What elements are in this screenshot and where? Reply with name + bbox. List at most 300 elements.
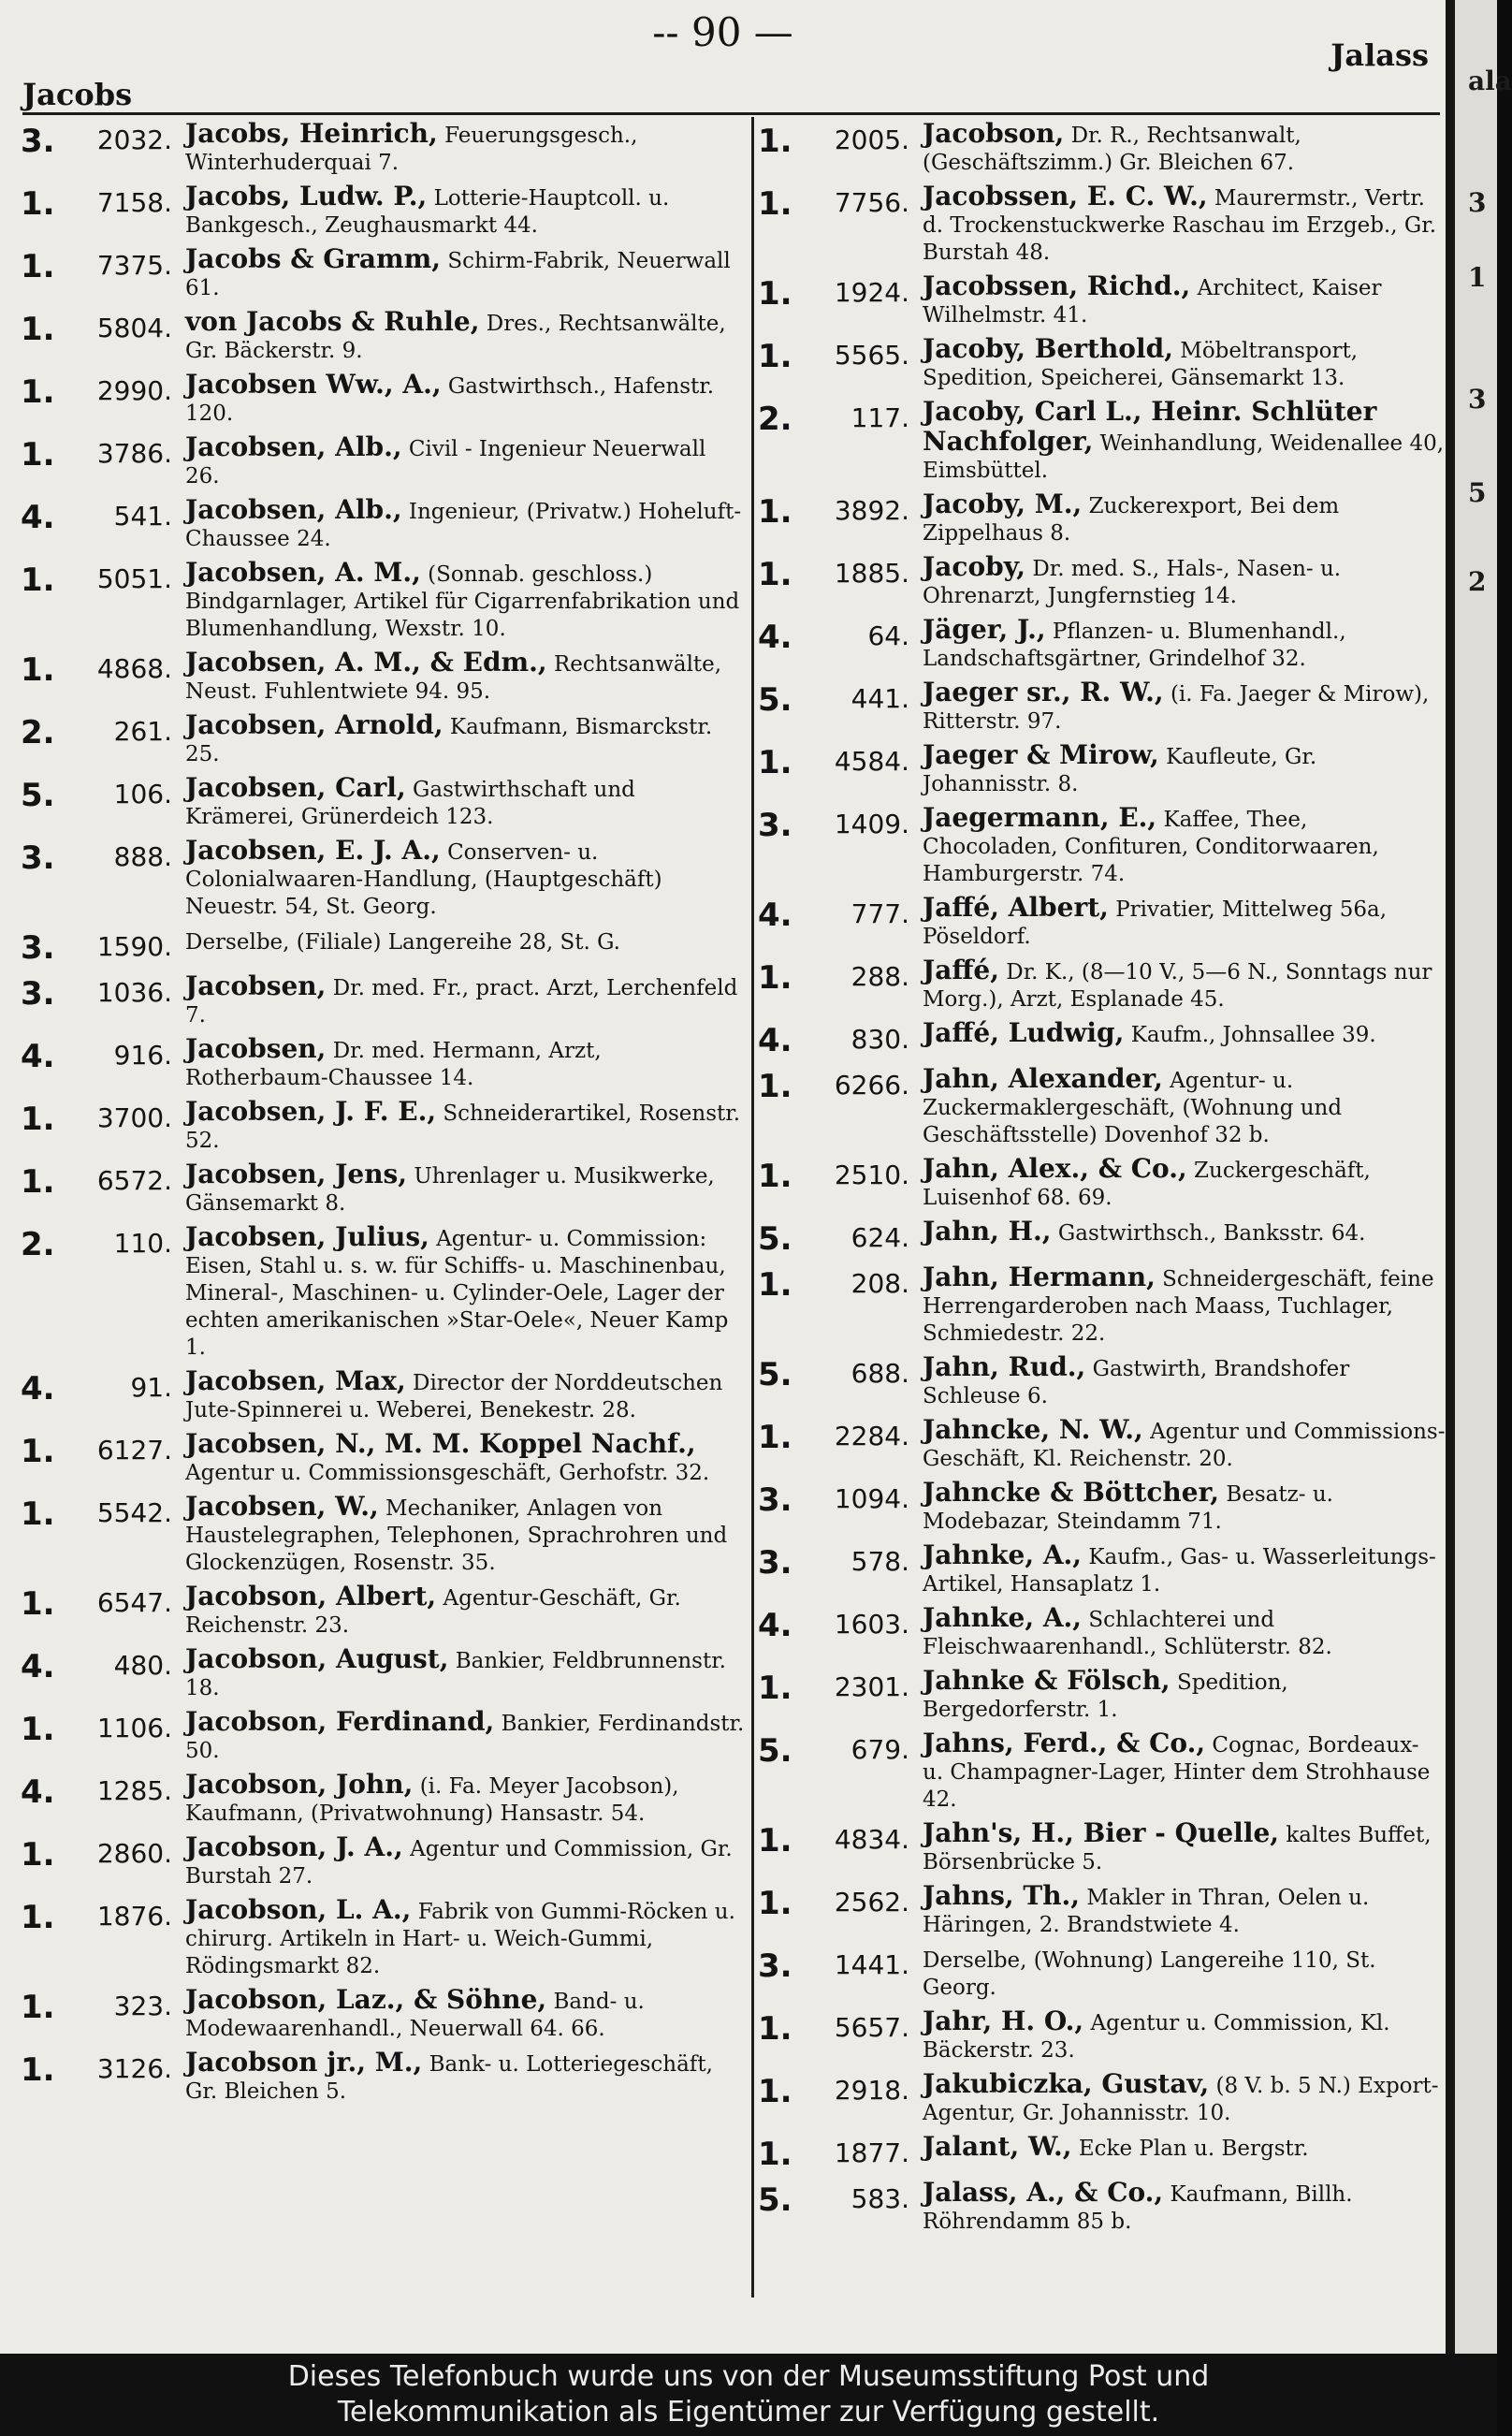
entry-number: 1409. bbox=[834, 809, 909, 839]
directory-entry bbox=[758, 1019, 1446, 1059]
entry-name: Jaffé, Ludwig, bbox=[923, 1017, 1125, 1048]
directory-entry bbox=[758, 1416, 1446, 1473]
entry-description: Agentur- u. Commission: Eisen, Stahl u. s. w. für Schiffs- u. Maschinenbau, Mineral-, Maschinen- u. Cylinder-Oele, Lager der echten amerikanischen »Star-Oele«, Neuer Kamp 1. bbox=[185, 1227, 729, 1360]
entry-description: Band- u. Modewaarenhandl., Neuerwall 64. 66. bbox=[185, 1990, 645, 2041]
entry-description: Kaufleute, Gr. Johannisstr. 8. bbox=[923, 745, 1317, 796]
entry-description: Dr. R., Rechtsanwalt, (Geschäftszimm.) Gr. Bleichen 67. bbox=[923, 124, 1301, 175]
entry-number: 2284. bbox=[834, 1421, 909, 1451]
entry-description: Derselbe, (Filiale) Langereihe 28, St. G. bbox=[185, 930, 620, 955]
entry-body bbox=[185, 1160, 746, 1218]
entry-body bbox=[923, 1353, 1446, 1410]
entry-exchange: 5. bbox=[758, 1220, 792, 1258]
entry-name: Jahn, H., bbox=[923, 1216, 1052, 1247]
entry-name: Jacobsen, bbox=[185, 1033, 327, 1064]
entry-body bbox=[923, 120, 1446, 177]
entry-number: 688. bbox=[850, 1358, 909, 1389]
entry-description: Pflanzen- u. Blumenhandl., Landschaftsgärtner, Grindelhof 32. bbox=[923, 620, 1346, 671]
entry-number: 5804. bbox=[96, 313, 172, 343]
entry-description: Dres., Rechtsanwälte, Gr. Bäckerstr. 9. bbox=[185, 312, 726, 363]
entry-description: Gastwirthsch., Hafenstr. 120. bbox=[185, 374, 715, 426]
entry-name: Jahr, H. O., bbox=[923, 2006, 1084, 2036]
directory-entry bbox=[758, 741, 1446, 798]
entry-exchange: 1. bbox=[758, 1822, 792, 1860]
entry-description: Schneidergeschäft, feine Herrengarderoben nach Maass, Tuchlager, Schmiedestr. 22. bbox=[923, 1267, 1434, 1346]
entry-exchange: 5. bbox=[758, 681, 792, 719]
entry-description: (Sonnab. geschloss.) Bindgarnlager, Artikel für Cigarrenfabrikation und Blumenhandlung, Wexstr. 10. bbox=[185, 562, 740, 641]
entry-number: 679. bbox=[850, 1734, 909, 1765]
entry-description: Gastwirthsch., Banksstr. 64. bbox=[1057, 1221, 1366, 1246]
entry-name: Jacobs, Heinrich, bbox=[185, 118, 438, 149]
entry-exchange: 1. bbox=[758, 1419, 792, 1456]
entry-exchange: 3. bbox=[758, 807, 792, 844]
entry-body bbox=[923, 1019, 1446, 1059]
entry-number: 4834. bbox=[834, 1824, 909, 1855]
entry-body bbox=[185, 433, 746, 490]
entry-exchange: 1. bbox=[758, 1266, 792, 1304]
entry-body bbox=[185, 649, 746, 706]
entry-exchange: 1. bbox=[758, 275, 792, 313]
entry-number: 3892. bbox=[834, 495, 909, 526]
directory-entry bbox=[758, 1819, 1446, 1876]
entry-description: Kaufmann, Bismarckstr. 25. bbox=[185, 715, 713, 766]
directory-entry bbox=[758, 182, 1446, 267]
directory-entry bbox=[758, 1541, 1446, 1598]
entry-exchange: 5. bbox=[758, 2181, 792, 2219]
entry-description: Agentur und Commissions-Geschäft, Kl. Reichenstr. 20. bbox=[923, 1420, 1446, 1471]
directory-entry bbox=[21, 774, 746, 831]
entry-body bbox=[185, 711, 746, 768]
entry-name: Jahnke, A., bbox=[923, 1602, 1083, 1633]
entry-name: Jalant, W., bbox=[923, 2131, 1072, 2162]
entry-body bbox=[923, 2133, 1446, 2173]
entry-number: 916. bbox=[113, 1040, 172, 1071]
entry-body bbox=[923, 741, 1446, 798]
entry-name: Jacobsen, Alb., bbox=[185, 431, 402, 462]
directory-entry bbox=[21, 1493, 746, 1577]
entry-number: 110. bbox=[113, 1228, 172, 1259]
entry-exchange: 4. bbox=[21, 1038, 55, 1075]
entry-description: Agentur-Geschäft, Gr. Reichenstr. 23. bbox=[185, 1586, 681, 1638]
entry-exchange: 4. bbox=[758, 619, 792, 656]
entry-body bbox=[185, 182, 746, 240]
directory-entry bbox=[758, 1667, 1446, 1724]
entry-name: Jahn, Alex., & Co., bbox=[923, 1153, 1187, 1184]
entry-description: Kaffee, Thee, Chocoladen, Confituren, Conditorwaaren, Hamburgerstr. 74. bbox=[923, 808, 1379, 886]
entry-body bbox=[923, 2070, 1446, 2127]
directory-entry bbox=[21, 1098, 746, 1155]
entry-name: Jalass, A., & Co., bbox=[923, 2177, 1164, 2208]
edge-fragment: ala bbox=[1468, 66, 1512, 96]
entry-name: Jacobson, August, bbox=[185, 1643, 449, 1674]
entry-exchange: 1. bbox=[758, 493, 792, 531]
entry-name: Jacobs, Ludw. P., bbox=[185, 181, 428, 212]
directory-entry bbox=[758, 804, 1446, 888]
directory-entry bbox=[21, 1367, 746, 1424]
edge-fragment: 3 bbox=[1468, 384, 1487, 415]
entry-number: 6572. bbox=[96, 1165, 172, 1196]
entry-name: Jacobs & Gramm, bbox=[185, 243, 442, 274]
entry-number: 5542. bbox=[96, 1497, 172, 1528]
entry-description: Dr. med. Hermann, Arzt, Rotherbaum-Chaussee 14. bbox=[185, 1039, 602, 1090]
running-head-left: Jacobs bbox=[22, 77, 133, 112]
entry-number: 583. bbox=[850, 2183, 909, 2214]
entry-name: von Jacobs & Ruhle, bbox=[185, 306, 480, 337]
column-divider bbox=[751, 117, 754, 2297]
entry-name: Jacobsen, Carl, bbox=[185, 772, 406, 803]
entry-body bbox=[185, 1583, 746, 1640]
directory-entry bbox=[758, 2133, 1446, 2173]
directory-entry bbox=[758, 1604, 1446, 1661]
entry-description: kaltes Buffet, Börsenbrücke 5. bbox=[923, 1823, 1432, 1874]
entry-number: 6127. bbox=[96, 1435, 172, 1466]
entry-body bbox=[923, 1065, 1446, 1149]
entry-number: 1877. bbox=[834, 2137, 909, 2168]
entry-name: Jacobsen, Arnold, bbox=[185, 709, 443, 740]
directory-entry bbox=[758, 1479, 1446, 1536]
entry-name: Jacoby, M., bbox=[923, 489, 1083, 519]
directory-entry bbox=[758, 272, 1446, 329]
entry-number: 5051. bbox=[96, 563, 172, 594]
entry-exchange: 1. bbox=[21, 373, 55, 411]
entry-exchange: 3. bbox=[21, 975, 55, 1013]
footer-line-1: Dieses Telefonbuch wurde uns von der Museumsstiftung Post und bbox=[287, 2360, 1210, 2393]
entry-number: 5657. bbox=[834, 2012, 909, 2043]
entry-number: 2301. bbox=[834, 1671, 909, 1702]
entry-body bbox=[185, 1223, 746, 1362]
entry-exchange: 2. bbox=[21, 1226, 55, 1263]
entry-body bbox=[185, 1098, 746, 1155]
entry-name: Jacobsen, bbox=[185, 970, 327, 1001]
directory-entry bbox=[21, 1035, 746, 1092]
entry-body bbox=[185, 926, 746, 967]
entry-body bbox=[923, 804, 1446, 888]
entry-description: Fabrik von Gummi-Röcken u. chirurg. Artikeln in Hart- u. Weich-Gummi, Rödingsmarkt 82. bbox=[185, 1900, 735, 1978]
entry-exchange: 5. bbox=[758, 1356, 792, 1393]
entry-exchange: 1. bbox=[758, 1670, 792, 1707]
entry-exchange: 1. bbox=[21, 651, 55, 689]
directory-entry bbox=[758, 1882, 1446, 1939]
entry-number: 2510. bbox=[834, 1160, 909, 1190]
entry-exchange: 1. bbox=[758, 338, 792, 375]
directory-entry bbox=[21, 1223, 746, 1362]
entry-description: Spedition, Bergedorferstr. 1. bbox=[923, 1670, 1288, 1722]
entry-body bbox=[185, 774, 746, 831]
entry-exchange: 1. bbox=[758, 185, 792, 223]
edge-fragment: 2 bbox=[1468, 566, 1487, 597]
entry-number: 1441. bbox=[834, 1949, 909, 1980]
entry-exchange: 1. bbox=[21, 311, 55, 348]
entry-description: Dr. K., (8—10 V., 5—6 N., Sonntags nur Morg.), Arzt, Esplanade 45. bbox=[923, 960, 1432, 1012]
entry-name: Jacobson, Laz., & Söhne, bbox=[185, 1984, 547, 2015]
directory-entry bbox=[21, 1645, 746, 1702]
entry-description: Mechaniker, Anlagen von Haustelegraphen, Telephonen, Sprachrohren und Glockenzügen, Rosenstr. 35. bbox=[185, 1496, 728, 1575]
entry-exchange: 4. bbox=[758, 1022, 792, 1059]
entry-description: Schlachterei und Fleischwaarenhandl., Schlüterstr. 82. bbox=[923, 1608, 1332, 1659]
directory-entry bbox=[758, 1729, 1446, 1814]
entry-exchange: 4. bbox=[758, 897, 792, 934]
entry-exchange: 4. bbox=[758, 1607, 792, 1644]
entry-name: Jacobsen, Jens, bbox=[185, 1159, 408, 1189]
entry-description: Kaufmann, Billh. Röhrendamm 85 b. bbox=[923, 2182, 1353, 2234]
entry-exchange: 1. bbox=[758, 123, 792, 160]
entry-description: Besatz- u. Modebazar, Steindamm 71. bbox=[923, 1482, 1333, 1534]
entry-body bbox=[923, 956, 1446, 1014]
entry-exchange: 2. bbox=[21, 714, 55, 751]
entry-exchange: 1. bbox=[758, 2010, 792, 2048]
entry-description: Agentur u. Commissionsgeschäft, Gerhofstr. 32. bbox=[185, 1461, 710, 1485]
directory-entry bbox=[21, 245, 746, 302]
entry-exchange: 3. bbox=[758, 1947, 792, 1985]
right-column bbox=[758, 120, 1446, 2241]
entry-description: Schirm-Fabrik, Neuerwall 61. bbox=[185, 249, 731, 300]
entry-body bbox=[923, 490, 1446, 547]
entry-name: Jacobsen, E. J. A., bbox=[185, 835, 441, 866]
entry-body bbox=[185, 1986, 746, 2043]
entry-number: 106. bbox=[113, 779, 172, 810]
entry-description: Schneiderartikel, Rosenstr. 52. bbox=[185, 1101, 741, 1153]
entry-exchange: 1. bbox=[21, 248, 55, 285]
entry-number: 2032. bbox=[96, 124, 172, 155]
entry-description: Zuckerexport, Bei dem Zippelhaus 8. bbox=[923, 494, 1340, 546]
entry-body bbox=[185, 308, 746, 365]
entry-body bbox=[185, 1896, 746, 1980]
entry-description: Möbeltransport, Spedition, Speicherei, Gänsemarkt 13. bbox=[923, 339, 1359, 390]
entry-description: Architect, Kaiser Wilhelmstr. 41. bbox=[923, 276, 1382, 328]
directory-entry bbox=[758, 678, 1446, 736]
footer-notice bbox=[0, 2354, 1497, 2436]
entry-body bbox=[185, 837, 746, 921]
entry-number: 7158. bbox=[96, 187, 172, 218]
entry-name: Jahn, Alexander, bbox=[923, 1063, 1163, 1094]
entry-name: Jacobsen, J. F. E., bbox=[185, 1096, 437, 1127]
entry-body bbox=[923, 678, 1446, 736]
entry-number: 1036. bbox=[96, 977, 172, 1008]
entry-exchange: 4. bbox=[21, 1370, 55, 1408]
entry-name: Jaeger & Mirow, bbox=[923, 739, 1159, 770]
entry-name: Jacobson, L. A., bbox=[185, 1894, 412, 1925]
entry-name: Jahnke & Fölsch, bbox=[923, 1665, 1170, 1696]
entry-body bbox=[923, 1416, 1446, 1473]
entry-description: Agentur u. Commission, Kl. Bäckerstr. 23. bbox=[923, 2011, 1390, 2063]
entry-body bbox=[185, 1430, 746, 1487]
entry-body bbox=[923, 1819, 1446, 1876]
entry-exchange: 1. bbox=[21, 185, 55, 223]
entry-name: Jacobssen, E. C. W., bbox=[923, 181, 1208, 212]
entry-exchange: 1. bbox=[21, 1836, 55, 1874]
entry-number: 578. bbox=[850, 1546, 909, 1577]
entry-name: Jahnke, A., bbox=[923, 1539, 1083, 1570]
entry-exchange: 3. bbox=[21, 123, 55, 160]
entry-name: Jacobson, bbox=[923, 118, 1065, 149]
entry-exchange: 1. bbox=[21, 436, 55, 474]
entry-body bbox=[923, 1479, 1446, 1536]
directory-entry bbox=[21, 1896, 746, 1980]
entry-exchange: 1. bbox=[21, 1433, 55, 1470]
directory-entry bbox=[21, 1833, 746, 1890]
entry-exchange: 5. bbox=[758, 1732, 792, 1770]
entry-description: Kaufm., Gas- u. Wasserleitungs-Artikel, Hansaplatz 1. bbox=[923, 1545, 1436, 1597]
entry-name: Jacobson, Ferdinand, bbox=[185, 1706, 495, 1737]
directory-entry bbox=[21, 1986, 746, 2043]
header-rule bbox=[22, 112, 1440, 115]
entry-description: Lotterie-Hauptcoll. u. Bankgesch., Zeughausmarkt 44. bbox=[185, 186, 670, 238]
entry-description: (i. Fa. Meyer Jacobson), Kaufmann, (Privatwohnung) Hansastr. 54. bbox=[185, 1774, 679, 1826]
directory-entry bbox=[758, 1353, 1446, 1410]
entry-body bbox=[923, 1541, 1446, 1598]
entry-description: Makler in Thran, Oelen u. Häringen, 2. Brandstwiete 4. bbox=[923, 1886, 1370, 1937]
directory-entry bbox=[21, 1771, 746, 1828]
entry-number: 4584. bbox=[834, 746, 909, 777]
entry-exchange: 1. bbox=[758, 556, 792, 593]
entry-number: 7375. bbox=[96, 250, 172, 281]
entry-exchange: 1. bbox=[758, 959, 792, 997]
directory-entry bbox=[758, 956, 1446, 1014]
entry-name: Jacobsen, W., bbox=[185, 1491, 379, 1522]
entry-exchange: 1. bbox=[21, 1585, 55, 1623]
entry-body bbox=[923, 2007, 1446, 2064]
entry-description: Zuckergeschäft, Luisenhof 68. 69. bbox=[923, 1159, 1371, 1210]
entry-exchange: 1. bbox=[21, 562, 55, 599]
entry-name: Jahns, Th., bbox=[923, 1880, 1081, 1911]
entry-body bbox=[185, 371, 746, 428]
directory-entry bbox=[758, 894, 1446, 951]
directory-entry bbox=[21, 1430, 746, 1487]
entry-body bbox=[923, 1729, 1446, 1814]
edge-fragment: 5 bbox=[1468, 477, 1487, 508]
entry-body bbox=[923, 272, 1446, 329]
entry-body bbox=[923, 1263, 1446, 1348]
entry-exchange: 2. bbox=[758, 401, 792, 438]
entry-description: (8 V. b. 5 N.) Export-Agentur, Gr. Johannisstr. 10. bbox=[923, 2074, 1439, 2125]
entry-body bbox=[923, 182, 1446, 267]
directory-entry bbox=[758, 335, 1446, 392]
entry-description: Bankier, Feldbrunnenstr. 18. bbox=[185, 1649, 726, 1700]
directory-entry bbox=[21, 2049, 746, 2106]
entry-exchange: 4. bbox=[21, 499, 55, 536]
directory-entry bbox=[21, 182, 746, 240]
adjacent-page-edge bbox=[1446, 0, 1512, 2354]
entry-name: Jahncke & Böttcher, bbox=[923, 1477, 1220, 1508]
entry-name: Jaegermann, E., bbox=[923, 802, 1157, 833]
entry-description: Director der Norddeutschen Jute-Spinnerei u. Weberei, Benekestr. 28. bbox=[185, 1371, 723, 1422]
entry-name: Jacoby, bbox=[923, 551, 1026, 582]
entry-description: Gastwirthschaft und Krämerei, Grünerdeich 123. bbox=[185, 778, 635, 829]
directory-entry bbox=[21, 1708, 746, 1765]
entry-description: Bank- u. Lotteriegeschäft, Gr. Bleichen 5. bbox=[185, 2052, 713, 2104]
entry-body bbox=[185, 496, 746, 553]
entry-exchange: 4. bbox=[21, 1648, 55, 1685]
entry-body bbox=[923, 398, 1446, 485]
entry-number: 541. bbox=[113, 501, 172, 532]
entry-name: Jacobson, John, bbox=[185, 1769, 414, 1800]
entry-number: 2860. bbox=[96, 1838, 172, 1869]
entry-description: Privatier, Mittelweg 56a, Pöseldorf. bbox=[923, 897, 1388, 949]
entry-number: 1590. bbox=[96, 931, 172, 962]
directory-entry bbox=[21, 433, 746, 490]
entry-body bbox=[923, 553, 1446, 610]
entry-body bbox=[185, 1708, 746, 1765]
directory-entry bbox=[21, 926, 746, 967]
entry-number: 2005. bbox=[834, 124, 909, 155]
directory-entry bbox=[21, 120, 746, 177]
entry-number: 323. bbox=[113, 1991, 172, 2021]
directory-entry bbox=[758, 1945, 1446, 2002]
entry-number: 2990. bbox=[96, 375, 172, 406]
entry-number: 1924. bbox=[834, 277, 909, 308]
entry-body bbox=[185, 1035, 746, 1092]
entry-description: Civil - Ingenieur Neuerwall 26. bbox=[185, 437, 706, 489]
entry-exchange: 1. bbox=[21, 1989, 55, 2026]
entry-exchange: 5. bbox=[21, 777, 55, 814]
entry-name: Jaffé, Albert, bbox=[923, 892, 1109, 923]
entry-description: Dr. med. S., Hals-, Nasen- u. Ohrenarzt, Jungfernstieg 14. bbox=[923, 557, 1342, 608]
entry-body bbox=[185, 1645, 746, 1702]
entry-description: Agentur- u. Zuckermaklergeschäft, (Wohnung und Geschäftsstelle) Dovenhof 32 b. bbox=[923, 1069, 1343, 1147]
directory-entry bbox=[758, 2070, 1446, 2127]
entry-body bbox=[185, 1367, 746, 1424]
entry-body bbox=[923, 1155, 1446, 1212]
entry-exchange: 1. bbox=[758, 1068, 792, 1105]
entry-description: Maurermstr., Vertr. d. Trockenstuckwerke Raschau im Erzgeb., Gr. Burstah 48. bbox=[923, 186, 1437, 265]
entry-name: Jäger, J., bbox=[923, 614, 1046, 645]
directory-entry bbox=[758, 398, 1446, 485]
entry-body bbox=[185, 2049, 746, 2106]
entry-name: Jahn's, H., Bier - Quelle, bbox=[923, 1817, 1280, 1848]
entry-name: Jacobson, Albert, bbox=[185, 1581, 437, 1612]
entry-exchange: 1. bbox=[758, 1885, 792, 1922]
entry-name: Jacoby, Berthold, bbox=[923, 333, 1173, 364]
entry-description: Bankier, Ferdinandstr. 50. bbox=[185, 1712, 745, 1763]
entry-description: Uhrenlager u. Musikwerke, Gänsemarkt 8. bbox=[185, 1164, 715, 1216]
entry-body bbox=[923, 616, 1446, 673]
entry-description: Dr. med. Fr., pract. Arzt, Lerchenfeld 7. bbox=[185, 976, 738, 1028]
directory-entry bbox=[758, 1155, 1446, 1212]
entry-name: Jahns, Ferd., & Co., bbox=[923, 1728, 1206, 1758]
directory-entry bbox=[21, 837, 746, 921]
entry-number: 64. bbox=[867, 620, 909, 651]
entry-exchange: 1. bbox=[21, 1495, 55, 1533]
entry-name: Jacobsen, A. M., & Edm., bbox=[185, 647, 547, 678]
entry-exchange: 1. bbox=[21, 1163, 55, 1201]
entry-number: 2918. bbox=[834, 2075, 909, 2106]
adjacent-page-sliver bbox=[1455, 0, 1497, 2354]
entry-exchange: 1. bbox=[758, 744, 792, 781]
entry-body bbox=[923, 1667, 1446, 1724]
entry-description: Feuerungsgesch., Winterhuderquai 7. bbox=[185, 124, 638, 175]
entry-description: Conserven- u. Colonialwaaren-Handlung, (Hauptgeschäft) Neuestr. 54, St. Georg. bbox=[185, 840, 662, 919]
entry-description: Cognac, Bordeaux- u. Champagner-Lager, Hinter dem Strohhause 42. bbox=[923, 1733, 1431, 1812]
entry-exchange: 1. bbox=[758, 2073, 792, 2110]
page-number: -- 90 — bbox=[652, 9, 793, 55]
entry-number: 830. bbox=[850, 1024, 909, 1055]
entry-body bbox=[185, 972, 746, 1029]
entry-number: 1885. bbox=[834, 558, 909, 589]
entry-name: Jacobson jr., M., bbox=[185, 2047, 423, 2078]
directory-entry bbox=[21, 308, 746, 365]
entry-body bbox=[923, 335, 1446, 392]
entry-number: 1876. bbox=[96, 1901, 172, 1932]
entry-exchange: 3. bbox=[21, 839, 55, 877]
entry-number: 1603. bbox=[834, 1609, 909, 1640]
entry-description: Ingenieur, (Privatw.) Hoheluft-Chaussee 24. bbox=[185, 500, 742, 551]
directory-entry bbox=[758, 2007, 1446, 2064]
entry-number: 2562. bbox=[834, 1887, 909, 1918]
entry-exchange: 1. bbox=[758, 1158, 792, 1195]
entry-number: 261. bbox=[113, 716, 172, 747]
entry-name: Jacobsen, Julius, bbox=[185, 1221, 429, 1252]
entry-name: Jakubiczka, Gustav, bbox=[923, 2068, 1210, 2099]
entry-description: Gastwirth, Brandshofer Schleuse 6. bbox=[923, 1357, 1350, 1408]
